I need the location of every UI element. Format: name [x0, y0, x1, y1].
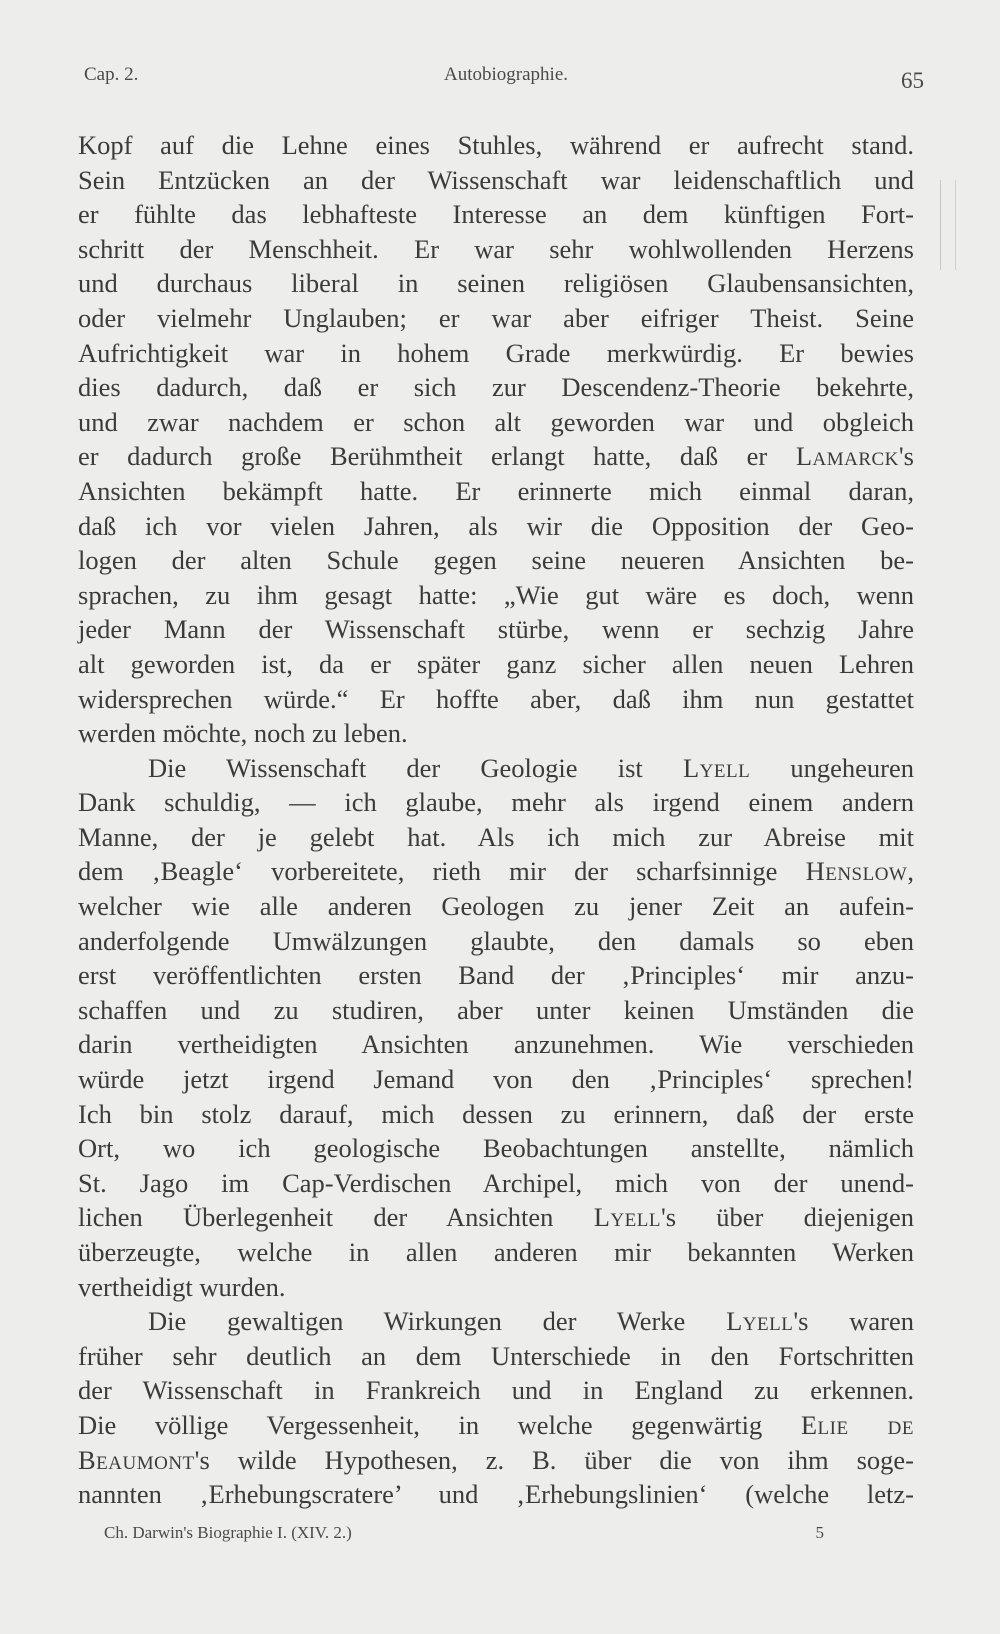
text-line: Kopf auf die Lehne eines Stuhles, während er aufrecht stand.: [78, 130, 914, 160]
text-line: logen der alten Schule gegen seine neueren Ansichten be-: [78, 545, 914, 576]
text-segment: Die Wissenschaft der Geologie ist: [148, 752, 683, 783]
text-line: nannten ‚Erhebungscratere’ und ‚Erhebungslinien‘ (welche letz-: [78, 1479, 914, 1510]
text-line: [78, 1408, 914, 1443]
text-line: sprachen, zu ihm gesagt hatte: „Wie gut wäre es doch, wenn: [78, 579, 914, 610]
text-line: darin vertheidigten Ansichten anzunehmen. Wie verschieden: [78, 1029, 914, 1060]
text-line: werden möchte, noch zu leben.: [78, 718, 408, 749]
text-line: alt geworden ist, da er später ganz sicher allen neuen Lehren: [78, 648, 914, 679]
text-line: erst veröffentlichten ersten Band der ‚Principles‘ mir anzu-: [78, 960, 914, 991]
small-caps-name: Henslow: [805, 856, 908, 887]
small-caps-name: Lyell: [593, 1202, 661, 1233]
text-line: schaffen und zu studiren, aber unter keinen Umständen die: [78, 994, 914, 1025]
text-line: [78, 1200, 914, 1235]
text-line: jeder Mann der Wissenschaft stürbe, wenn er sechzig Jahre: [78, 614, 914, 645]
margin-pencil-mark: [940, 180, 956, 270]
running-head: [84, 64, 924, 94]
text-line: schritt der Menschheit. Er war sehr wohlwollenden Herzens: [78, 233, 914, 264]
text-segment: ,: [907, 856, 914, 887]
text-line: welcher wie alle anderen Geologen zu jener Zeit an aufein-: [78, 891, 914, 922]
text-line: St. Jago im Cap-Verdischen Archipel, mich von der unend-: [78, 1167, 914, 1198]
text-segment: 's waren: [793, 1306, 914, 1337]
body-text: [78, 128, 914, 1512]
text-line: dies dadurch, daß er sich zur Descendenz-Theorie bekehrte,: [78, 372, 914, 403]
text-line: Sein Entzücken an der Wissenschaft war leidenschaftlich und: [78, 164, 914, 195]
text-line: und durchaus liberal in seinen religiösen Glaubensansichten,: [78, 268, 914, 299]
page-footer: [104, 1523, 824, 1549]
text-line: Manne, der je gelebt hat. Als ich mich zur Abreise mit: [78, 821, 914, 852]
text-segment: ungeheuren: [750, 752, 914, 783]
text-segment: 's: [898, 441, 914, 472]
text-line: [78, 751, 914, 786]
text-segment: Die gewaltigen Wirkungen der Werke: [148, 1306, 727, 1337]
text-line: der Wissenschaft in Frankreich und in England zu erkennen.: [78, 1375, 914, 1406]
text-line: vertheidigt wurden.: [78, 1271, 286, 1302]
text-line: und zwar nachdem er schon alt geworden war und obgleich: [78, 406, 914, 437]
small-caps-name: Lyell: [726, 1306, 794, 1337]
footer-sheet-number: 5: [815, 1523, 824, 1542]
small-caps-name: Elie de: [800, 1409, 914, 1440]
text-line: [78, 1304, 914, 1339]
text-segment: dem ‚Beagle‘ vorbereitete, rieth mir der scharfsinnige: [78, 856, 806, 887]
text-line: Dank schuldig, — ich glaube, mehr als irgend einem andern: [78, 787, 914, 818]
text-line: Ansichten bekämpft hatte. Er erinnerte mich einmal daran,: [78, 475, 914, 506]
running-title: Autobiographie.: [444, 64, 569, 85]
text-segment: er dadurch große Berühmtheit erlangt hatte, daß er: [78, 441, 796, 472]
text-line: früher sehr deutlich an dem Unterschiede in den Fortschritten: [78, 1340, 914, 1371]
text-line: Ich bin stolz darauf, mich dessen zu erinnern, daß der erste: [78, 1098, 914, 1129]
small-caps-name: Lamarck: [795, 441, 899, 472]
small-caps-name: Lyell: [682, 752, 751, 783]
text-line: [78, 439, 914, 474]
text-segment: 's über diejenigen: [660, 1202, 914, 1233]
footer-signature: Ch. Darwin's Biographie I. (XIV. 2.): [104, 1523, 352, 1542]
text-line: [78, 1443, 914, 1478]
text-line: oder vielmehr Unglauben; er war aber eifriger Theist. Seine: [78, 302, 914, 333]
chapter-label: Cap. 2.: [84, 64, 139, 85]
text-line: Ort, wo ich geologische Beobachtungen anstellte, nämlich: [78, 1133, 914, 1164]
text-line: anderfolgende Umwälzungen glaubte, den damals so eben: [78, 925, 914, 956]
text-line: überzeugte, welche in allen anderen mir bekannten Werken: [78, 1237, 914, 1267]
text-segment: Die völlige Vergessenheit, in welche gegenwärtig: [78, 1409, 801, 1440]
page-number: 65: [901, 68, 924, 93]
text-line: widersprechen würde.“ Er hoffte aber, daß ihm nun gestattet: [78, 683, 914, 714]
text-line: würde jetzt irgend Jemand von den ‚Principles‘ sprechen!: [78, 1064, 914, 1095]
small-caps-name: Beaumont: [78, 1444, 195, 1475]
text-line: Aufrichtigkeit war in hohem Grade merkwürdig. Er bewies: [78, 337, 914, 368]
text-segment: lichen Überlegenheit der Ansichten: [78, 1202, 594, 1233]
text-line: er fühlte das lebhafteste Interesse an dem künftigen Fort-: [78, 199, 914, 230]
text-line: daß ich vor vielen Jahren, als wir die Opposition der Geo-: [78, 510, 914, 541]
text-line: [78, 854, 914, 889]
text-segment: 's wilde Hypothesen, z. B. über die von ihm soge-: [194, 1444, 914, 1475]
